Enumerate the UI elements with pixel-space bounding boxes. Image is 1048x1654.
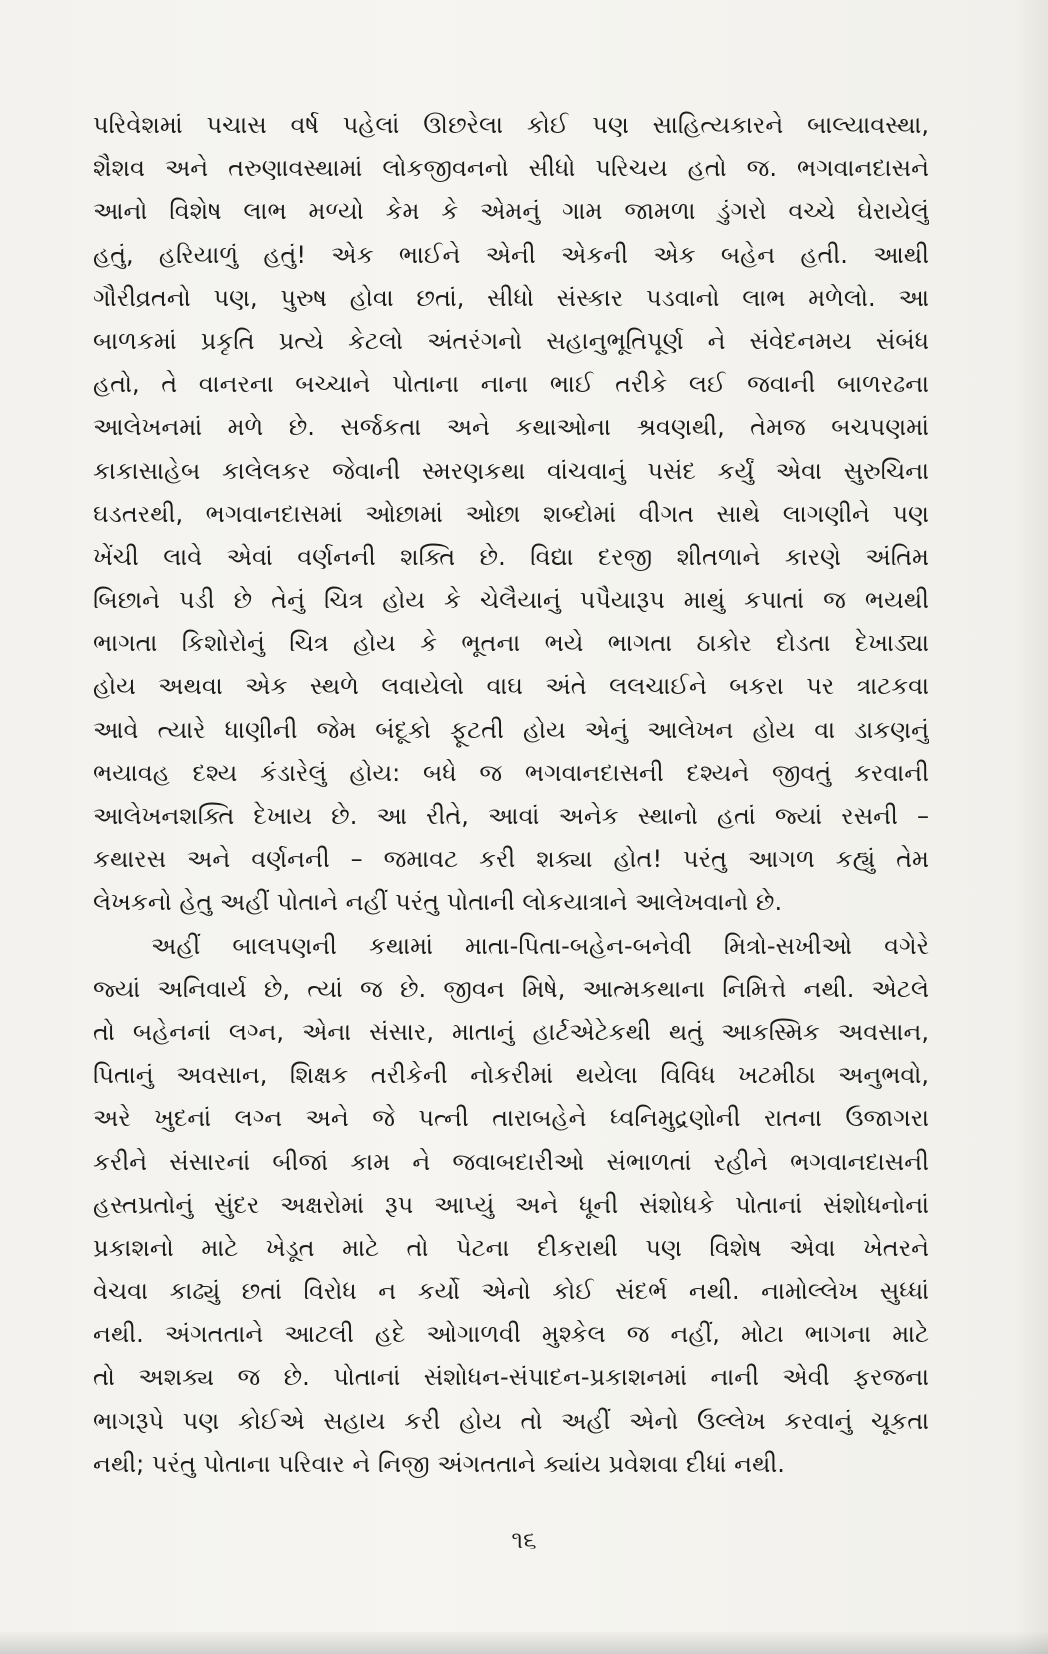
text-line: હસ્તપ્રતોનું સુંદર અક્ષરોમાં રૂપ આપ્યું અને ધૂની સંશોધકે પોતાનાં સંશોધનોનાં (93, 1190, 929, 1219)
page-edge (0, 1632, 1048, 1654)
text-line: તો બહેનનાં લગ્ન, એના સંસાર, માતાનું હાર્ટએટેકથી થતું આકસ્મિક અવસાન, (93, 1017, 929, 1046)
text-line: પિતાનું અવસાન, શિક્ષક તરીકેની નોકરીમાં થયેલા વિવિધ ખટમીઠા અનુભવો, (93, 1061, 929, 1090)
text-line: વેચવા કાઢ્યું છતાં વિરોધ ન કર્યો એનો કોઈ સંદર્ભ નથી. નામોલ્લેખ સુધ્ધાં (93, 1277, 929, 1306)
text-line: જ્યાં અનિવાર્ય છે, ત્યાં જ છે. જીવન મિષે, આત્મકથાના નિમિત્તે નથી. એટલે (93, 974, 929, 1003)
text-line: લેખકનો હેતુ અહીં પોતાને નહીં પરંતુ પોતાની લોકયાત્રાને આલેખવાનો છે. (93, 888, 783, 917)
text-line: હતું, હરિયાળું હતું! એક ભાઈને એની એકની એક બહેન હતી. આથી (93, 240, 929, 269)
text-line: ભાગતા કિશોરોનું ચિત્ર હોય કે ભૂતના ભયે ભાગતા ઠાકોર દોડતા દેખાડ્યા (93, 629, 929, 658)
text-line: હતો, તે વાનરના બચ્ચાને પોતાના નાના ભાઈ તરીકે લઈ જવાની બાળરઢના (93, 370, 929, 399)
paragraph (93, 104, 929, 925)
text-line: ભાગરૂપે પણ કોઈએ સહાય કરી હોય તો અહીં એનો ઉલ્લેખ કરવાનું ચૂકતા (93, 1406, 929, 1435)
text-line: કથારસ અને વર્ણનની – જમાવટ કરી શક્યા હોત! પરંતુ આગળ કહ્યું તેમ (93, 845, 929, 874)
text-line: અરે ખુદનાં લગ્ન અને જે પત્ની તારાબહેને ધ્વનિમુદ્રણોની રાતના ઉજાગરા (93, 1104, 929, 1133)
text-line: બાળકમાં પ્રકૃતિ પ્રત્યે કેટલો અંતરંગનો સહાનુભૂતિપૂર્ણ ને સંવેદનમય સંબંધ (93, 326, 929, 355)
text-line: ખેંચી લાવે એવાં વર્ણનની શક્તિ છે. વિદ્યા દરજી શીતળાને કારણે અંતિમ (93, 542, 929, 571)
text-line: કાકાસાહેબ કાલેલકર જેવાની સ્મરણકથા વાંચવાનું પસંદ કર્યું એવા સુરુચિના (93, 456, 929, 485)
text-line: આલેખનશક્તિ દેખાય છે. આ રીતે, આવાં અનેક સ્થાનો હતાં જ્યાં રસની – (93, 802, 929, 830)
text-line: ગૌરીવ્રતનો પણ, પુરુષ હોવા છતાં, સીધો સંસ્કાર પડવાનો લાભ મળેલો. આ (93, 283, 929, 312)
text-line: આલેખનમાં મળે છે. સર્જકતા અને કથાઓના શ્રવણથી, તેમજ બચપણમાં (93, 413, 929, 442)
text-line: પરિવેશમાં પચાસ વર્ષ પહેલાં ઊછરેલા કોઈ પણ સાહિત્યકારને બાલ્યાવસ્થા, (93, 111, 929, 139)
text-line: બિછાને પડી છે તેનું ચિત્ર હોય કે ચેલૈયાનું પપૈયારૂપ માથું કપાતાં જ ભયથી (93, 586, 929, 615)
page-number: ૧૬ (511, 1526, 537, 1554)
text-line: આવે ત્યારે ધાણીની જેમ બંદૂકો ફૂટતી હોય એનું આલેખન હોય વા ડાકણનું (93, 715, 929, 744)
body-text (93, 104, 929, 1486)
text-line: આનો વિશેષ લાભ મળ્યો કેમ કે એમનું ગામ જામળા ડુંગરો વચ્ચે ઘેરાયેલું (93, 197, 929, 226)
text-line: કરીને સંસારનાં બીજાં કામ ને જવાબદારીઓ સંભાળતાં રહીને ભગવાનદાસની (93, 1147, 929, 1176)
text-line: પ્રકાશનો માટે ખેડૂત માટે તો પેટના દીકરાથી પણ વિશેષ એવા ખેતરને (93, 1233, 929, 1262)
text-line: નથી; પરંતુ પોતાના પરિવાર ને નિજી અંગતતાને ક્યાંય પ્રવેશવા દીધાં નથી. (93, 1449, 785, 1478)
text-line: હોય અથવા એક સ્થળે લવાયેલો વાઘ અંતે લલચાઈને બકરા પર ત્રાટકવા (93, 672, 929, 701)
text-line: ઘડતરથી, ભગવાનદાસમાં ઓછામાં ઓછા શબ્દોમાં વીગત સાથે લાગણીને પણ (93, 499, 929, 528)
text-line: ભયાવહ દશ્ય કંડારેલું હોય: બધે જ ભગવાનદાસની દશ્યને જીવતું કરવાની (93, 758, 929, 787)
text-line: શૈશવ અને તરુણાવસ્થામાં લોકજીવનનો સીધો પરિચય હતો જ. ભગવાનદાસને (93, 154, 929, 183)
text-line: તો અશક્ય જ છે. પોતાનાં સંશોધન-સંપાદન-પ્રકાશનમાં નાની એવી ફરજના (93, 1363, 929, 1392)
paragraph (93, 925, 929, 1486)
text-line: નથી. અંગતતાને આટલી હદે ઓગાળવી મુશ્કેલ જ નહીં, મોટા ભાગના માટે (93, 1320, 929, 1349)
text-line: અહીં બાલપણની કથામાં માતા-પિતા-બહેન-બનેવી મિત્રો-સખીઓ વગેરે (151, 931, 929, 960)
